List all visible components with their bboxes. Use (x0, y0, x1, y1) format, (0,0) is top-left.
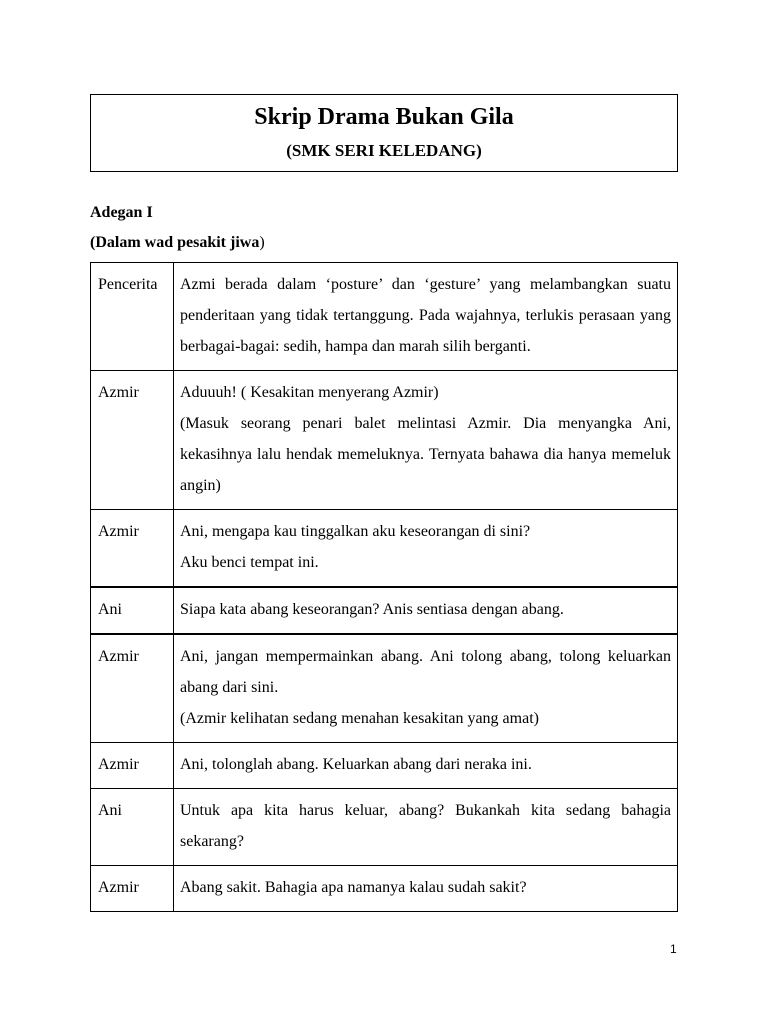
table-row (91, 371, 678, 510)
dialogue-text: Abang sakit. Bahagia apa namanya kalau sudah sakit? (180, 879, 527, 896)
dialogue-text: Untuk apa kita harus keluar, abang? Bukankah kita sedang bahagia sekarang? (180, 802, 671, 850)
page-number: 1 (670, 942, 677, 956)
dialogue-cell (174, 587, 678, 634)
table-row (91, 587, 678, 634)
dialogue-cell (174, 263, 678, 371)
speaker-cell: Azmir (91, 634, 174, 743)
page-title: Skrip Drama Bukan Gila (254, 104, 514, 130)
stage-direction: (Azmir kelihatan sedang menahan kesakitan yang amat) (180, 710, 539, 727)
script-table (90, 262, 678, 912)
speaker-cell: Pencerita (91, 263, 174, 371)
dialogue-cell (174, 743, 678, 789)
speaker-cell: Ani (91, 587, 174, 634)
table-row (91, 634, 678, 743)
table-row (91, 263, 678, 371)
speaker-cell: Azmir (91, 510, 174, 588)
table-row (91, 510, 678, 588)
scene-setting-text: (Dalam wad pesakit jiwa (90, 234, 260, 251)
dialogue-cell (174, 866, 678, 912)
speaker-cell: Azmir (91, 866, 174, 912)
dialogue-text: Ani, mengapa kau tinggalkan aku keseorangan di sini? (180, 523, 531, 540)
speaker-cell: Ani (91, 789, 174, 866)
stage-direction: (Masuk seorang penari balet melintasi Azmir. Dia menyangka Ani, kekasihnya lalu hendak memeluknya. Ternyata bahawa dia hanya memeluk angin) (180, 415, 671, 494)
dialogue-text: Azmi berada dalam ‘posture’ dan ‘gesture’ yang melambangkan suatu penderitaan yang tidak tertanggung. Pada wajahnya, terlukis perasaan yang berbagai-bagai: sedih, hampa dan marah silih berganti. (180, 276, 671, 355)
title-box (90, 94, 678, 172)
page-subtitle: (SMK SERI KELEDANG) (286, 141, 482, 160)
table-row (91, 866, 678, 912)
table-row (91, 743, 678, 789)
table-row (91, 789, 678, 866)
dialogue-text: Aduuuh! ( Kesakitan menyerang Azmir) (180, 384, 439, 401)
dialogue-cell (174, 371, 678, 510)
dialogue-text: Aku benci tempat ini. (180, 554, 319, 571)
speaker-cell: Azmir (91, 743, 174, 789)
scene-setting-close: ) (259, 234, 265, 251)
dialogue-text: Siapa kata abang keseorangan? Anis sentiasa dengan abang. (180, 601, 564, 618)
dialogue-cell (174, 789, 678, 866)
dialogue-text: Ani, jangan mempermainkan abang. Ani tolong abang, tolong keluarkan abang dari sini. (180, 648, 671, 696)
dialogue-text: Ani, tolonglah abang. Keluarkan abang dari neraka ini. (180, 756, 532, 773)
speaker-cell: Azmir (91, 371, 174, 510)
dialogue-cell (174, 510, 678, 588)
scene-setting (90, 230, 265, 256)
dialogue-cell (174, 634, 678, 743)
scene-title: Adegan I (90, 204, 153, 221)
